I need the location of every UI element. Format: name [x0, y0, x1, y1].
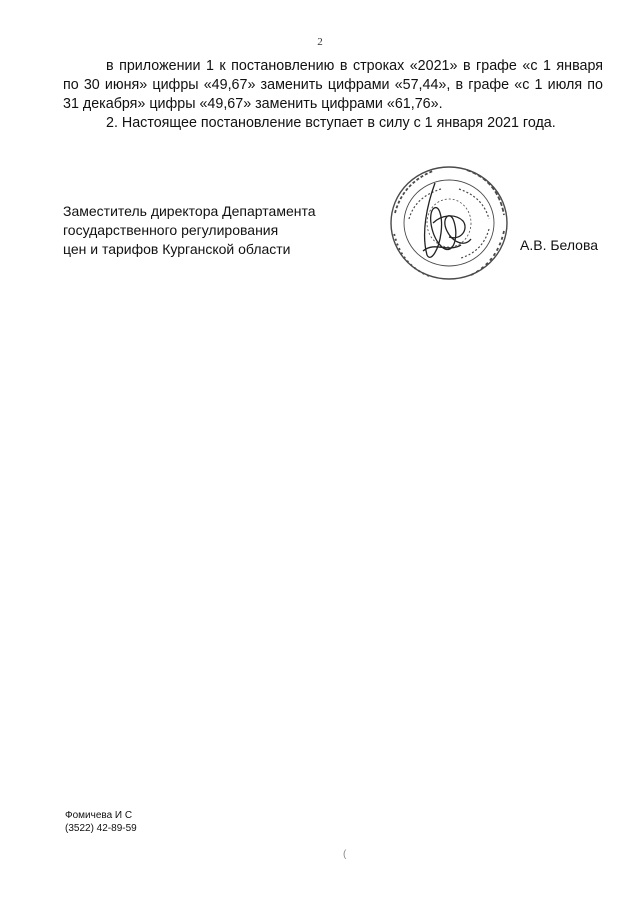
handwritten-signature-icon: [423, 183, 471, 257]
executor-name: Фомичева И С: [65, 810, 133, 821]
page-number: 2: [317, 36, 323, 48]
stamp-seal-icon: [391, 167, 507, 279]
signatory-position-line: государственного регулирования: [63, 222, 279, 238]
executor-phone: (3522) 42-89-59: [65, 823, 137, 834]
bottom-mark: (: [343, 849, 347, 860]
signatory-position-line: Заместитель директора Департамента: [63, 203, 316, 219]
official-stamp-with-signature: [383, 163, 513, 283]
document-body: [63, 57, 603, 133]
executor-info: [65, 809, 137, 835]
body-paragraph-effective-date: 2. Настоящее постановление вступает в силу с 1 января 2021 года.: [106, 115, 556, 131]
signatory-position-line: цен и тарифов Курганской области: [63, 241, 291, 257]
signatory-position: [63, 202, 363, 259]
body-paragraph-amendment: в приложении 1 к постановлению в строках «2021» в графе «с 1 января по 30 июня» цифры «49,67» заменить цифрами «57,44», в графе «с 1 июля по 31 декабря» цифры «49,67» заменить цифрами «61,76».: [63, 58, 603, 112]
signatory-name: А.В. Белова: [520, 237, 599, 253]
